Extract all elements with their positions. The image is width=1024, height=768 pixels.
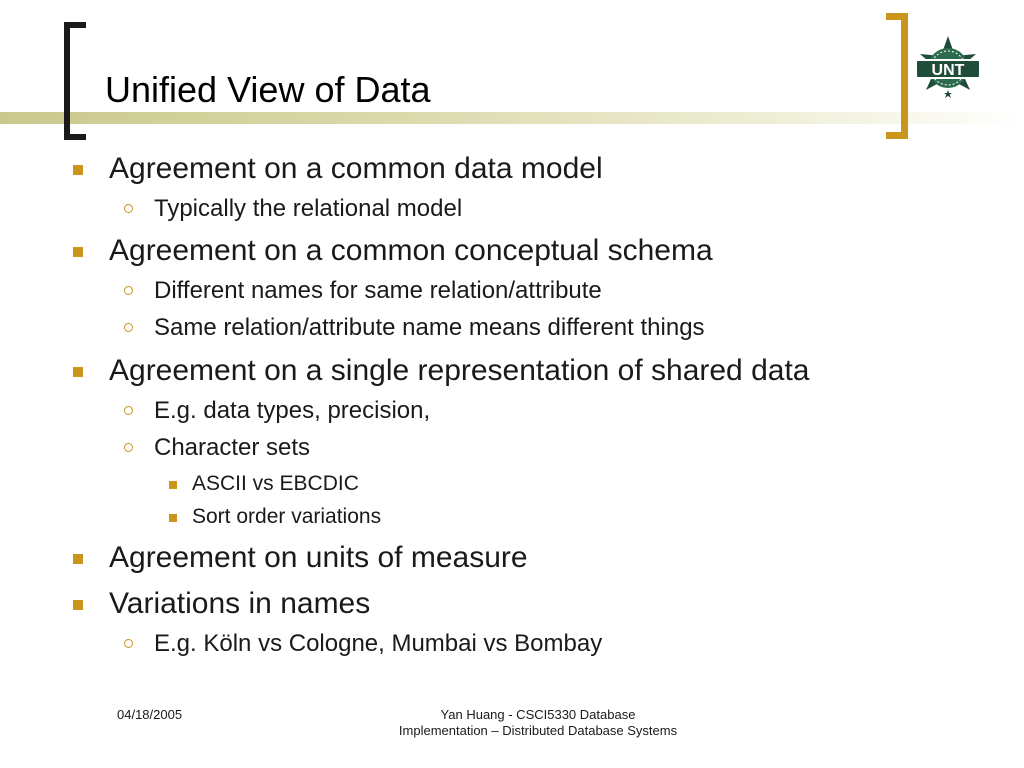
bullet-item: Agreement on a single representation of shared data xyxy=(109,354,810,387)
level3-square-bullet-icon xyxy=(169,481,177,489)
bullet-item: Agreement on units of measure xyxy=(109,541,528,574)
title-underline-band xyxy=(0,112,1024,124)
bullet-item: Typically the relational model xyxy=(154,195,463,222)
level1-square-bullet-icon xyxy=(73,554,83,564)
level2-circle-bullet-icon xyxy=(124,323,133,332)
level2-circle-bullet-icon xyxy=(124,443,133,452)
footer-date: 04/18/2005 xyxy=(117,707,183,722)
bullet-item: Agreement on a common conceptual schema xyxy=(109,234,713,267)
unt-eagle-logo-icon xyxy=(908,34,988,106)
footer-line-2: Implementation – Distributed Database Systems xyxy=(398,723,678,738)
bullet-item: E.g. data types, precision, xyxy=(154,397,431,424)
bullet-item: E.g. Köln vs Cologne, Mumbai vs Bombay xyxy=(154,630,603,657)
bullet-item: ASCII vs EBCDIC xyxy=(192,472,359,495)
logo-text: UNT xyxy=(931,62,965,79)
level2-circle-bullet-icon xyxy=(124,286,133,295)
right-bracket-decoration xyxy=(886,13,908,139)
level1-square-bullet-icon xyxy=(73,367,83,377)
bullet-item: Variations in names xyxy=(109,587,371,620)
level2-circle-bullet-icon xyxy=(124,204,133,213)
level1-square-bullet-icon xyxy=(73,247,83,257)
bullet-item: Sort order variations xyxy=(192,505,382,528)
level2-circle-bullet-icon xyxy=(124,639,133,648)
slide-title: Unified View of Data xyxy=(105,69,431,110)
bullet-item: Same relation/attribute name means different things xyxy=(154,314,705,341)
bullet-item: Agreement on a common data model xyxy=(109,152,603,185)
bullet-item: Different names for same relation/attribute xyxy=(154,277,602,304)
footer-author-course xyxy=(360,707,716,739)
level1-square-bullet-icon xyxy=(73,600,83,610)
level3-square-bullet-icon xyxy=(169,514,177,522)
left-bracket-decoration xyxy=(64,22,86,140)
level2-circle-bullet-icon xyxy=(124,406,133,415)
footer-line-1: Yan Huang - CSCI5330 Database xyxy=(440,707,636,722)
bullet-item: Character sets xyxy=(154,434,311,461)
level1-square-bullet-icon xyxy=(73,165,83,175)
